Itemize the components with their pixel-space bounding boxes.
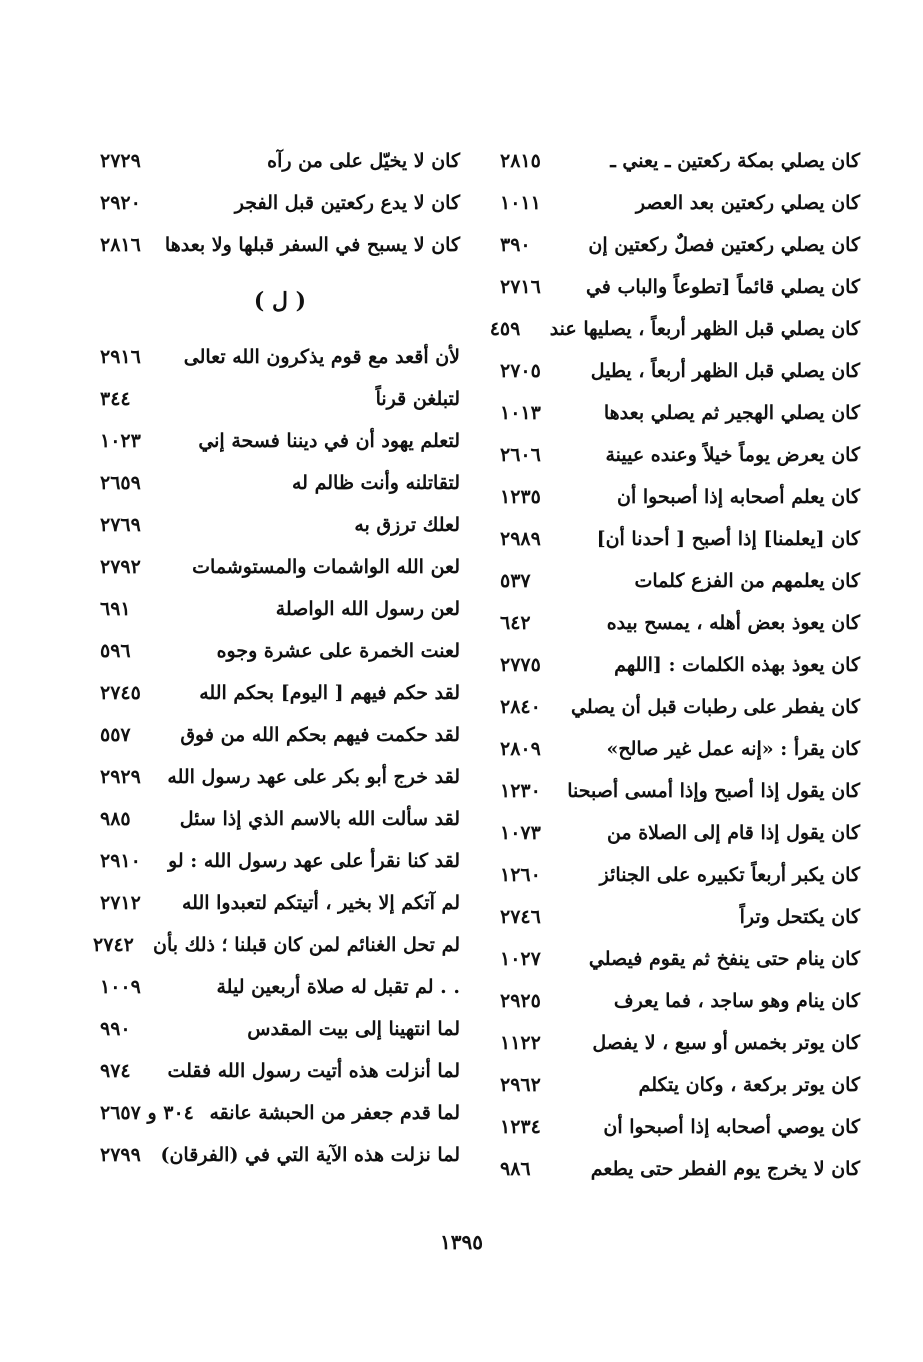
entry-text: كان لا يخرج يوم الفطر حتى يطعم bbox=[590, 1158, 860, 1180]
entry-text: لعن الله الواشمات والمستوشمات bbox=[192, 556, 460, 578]
index-entry bbox=[500, 224, 860, 266]
index-entry bbox=[500, 602, 860, 644]
left-column bbox=[93, 140, 460, 1176]
entry-number: ١٢٣٥ bbox=[500, 486, 541, 508]
index-entry bbox=[500, 1022, 860, 1064]
entry-text: لتبلغن قرناً bbox=[375, 388, 460, 410]
page-number: ١٣٩٥ bbox=[440, 1230, 483, 1254]
entry-text: كان ينام وهو ساجد ، فما يعرف bbox=[613, 990, 860, 1012]
index-entry bbox=[500, 140, 860, 182]
entry-text: لقد حكم فيهم [ اليوم] بحكم الله bbox=[199, 682, 460, 704]
index-entry bbox=[100, 336, 460, 378]
index-entry bbox=[500, 686, 860, 728]
entry-number: ٢٧٢٩ bbox=[100, 150, 141, 172]
index-entry bbox=[500, 812, 860, 854]
index-entry bbox=[500, 896, 860, 938]
entry-text: كان يعوذ بهذه الكلمات : [اللهم bbox=[614, 654, 860, 676]
entry-text: كان يفطر على رطبات قبل أن يصلي bbox=[571, 696, 860, 718]
entry-text: كان يصلي الهجير ثم يصلي بعدها bbox=[603, 402, 860, 424]
entry-number: ٢٩١٦ bbox=[100, 346, 141, 368]
entry-number: ٢٧٤٥ bbox=[100, 682, 141, 704]
entry-text: كان ينام حتى ينفخ ثم يقوم فيصلي bbox=[588, 948, 860, 970]
entry-number: ٥٩٦ bbox=[100, 640, 131, 662]
entry-text: كان لا يدع ركعتين قبل الفجر bbox=[234, 192, 460, 214]
entry-number: ١٠٧٣ bbox=[500, 822, 541, 844]
index-entry bbox=[500, 1148, 860, 1190]
entry-number: ٢٦٥٩ bbox=[100, 472, 141, 494]
entry-text: لتعلم يهود أن في ديننا فسحة إني bbox=[198, 430, 460, 452]
entry-text: كان يعوذ بعض أهله ، يمسح بيده bbox=[606, 612, 860, 634]
index-entry bbox=[500, 728, 860, 770]
index-entry bbox=[500, 854, 860, 896]
entry-text: كان يصلي قبل الظهر أربعاً ، يطيل bbox=[590, 360, 860, 382]
entry-number: ٩٨٦ bbox=[500, 1158, 531, 1180]
index-entry bbox=[100, 966, 460, 1008]
index-entry bbox=[100, 1008, 460, 1050]
entry-number: ١٢٣٤ bbox=[500, 1116, 541, 1138]
index-entry bbox=[500, 434, 860, 476]
entry-text: لقد خرج أبو بكر على عهد رسول الله bbox=[167, 766, 460, 788]
entry-text: كان يعلمهم من الفزع كلمات bbox=[634, 570, 860, 592]
index-entry bbox=[500, 476, 860, 518]
entry-text: كان لا يسبح في السفر قبلها ولا بعدها bbox=[164, 234, 460, 256]
entry-text: لقد حكمت فيهم بحكم الله من فوق bbox=[180, 724, 460, 746]
entry-number: ٩٩٠ bbox=[100, 1018, 131, 1040]
entry-text: كان يعرض يوماً خيلاً وعنده عيينة bbox=[605, 444, 860, 466]
entry-text: كان يصلي قائماً [تطوعاً والباب في bbox=[585, 276, 860, 298]
index-entry bbox=[500, 560, 860, 602]
index-entry bbox=[100, 882, 460, 924]
entry-text: كان يقول إذا أصبح وإذا أمسى أصبحنا bbox=[567, 780, 860, 802]
entry-number: ٢٧٩٢ bbox=[100, 556, 141, 578]
entry-number: ٤٥٩ bbox=[489, 318, 521, 340]
index-entry bbox=[100, 182, 460, 224]
entry-text: كان يكتحل وتراً bbox=[739, 906, 860, 928]
entry-number: ٩٨٥ bbox=[100, 808, 131, 830]
index-entry bbox=[500, 980, 860, 1022]
index-entry bbox=[100, 1092, 460, 1134]
entry-number: ٢٨٤٠ bbox=[500, 696, 541, 718]
index-entry bbox=[500, 938, 860, 980]
entry-text: كان يوتر بخمس أو سبع ، لا يفصل bbox=[592, 1032, 860, 1054]
index-entry bbox=[93, 924, 460, 966]
entry-number: ١٠٠٩ bbox=[100, 976, 141, 998]
index-entry bbox=[100, 420, 460, 462]
entry-number: ٢٨١٦ bbox=[100, 234, 141, 256]
entry-number: ١٠١٣ bbox=[500, 402, 541, 424]
entry-number: ٢٨١٥ bbox=[500, 150, 541, 172]
entry-number: ٦٩١ bbox=[100, 598, 131, 620]
entry-number: ٢٩٦٢ bbox=[500, 1074, 541, 1096]
index-entry bbox=[100, 672, 460, 714]
entry-text: كان يصلي بمكة ركعتين ـ يعني ـ bbox=[610, 150, 860, 172]
index-entry bbox=[100, 714, 460, 756]
entry-number: ٢٧١٢ bbox=[100, 892, 141, 914]
entry-number: ٩٧٤ bbox=[100, 1060, 131, 1082]
entry-number: ٢٧٩٩ bbox=[100, 1144, 141, 1166]
entry-text: لم آتكم إلا بخير ، أتيتكم لتعبدوا الله bbox=[181, 892, 460, 914]
entry-number: ٥٣٧ bbox=[500, 570, 531, 592]
entry-text: كان يصلي ركعتين فصلٌ ركعتين إن bbox=[588, 234, 860, 256]
entry-text: لقد كنا نقرأ على عهد رسول الله : لو bbox=[168, 850, 460, 872]
entry-text: لأن أقعد مع قوم يذكرون الله تعالى bbox=[183, 346, 460, 368]
entry-number: ١٢٣٠ bbox=[500, 780, 541, 802]
entry-text: . . لم تقبل له صلاة أربعين ليلة bbox=[216, 976, 460, 998]
entry-text: كان يقرأ : «إنه عمل غير صالح» bbox=[606, 738, 860, 760]
index-entry bbox=[500, 350, 860, 392]
index-entry bbox=[100, 630, 460, 672]
entry-text: كان [يعلمنا] إذا أصبح [ أحدنا أن] bbox=[596, 528, 860, 550]
index-entry bbox=[100, 140, 460, 182]
index-entry bbox=[500, 1064, 860, 1106]
entry-text: كان لا يخيّل على من رآه bbox=[267, 150, 460, 172]
index-entry bbox=[100, 546, 460, 588]
entry-number: ٢٩١٠ bbox=[100, 850, 141, 872]
right-column bbox=[489, 140, 860, 1190]
entry-text: لما انتهينا إلى بيت المقدس bbox=[247, 1018, 460, 1040]
entry-number: ٢٧٦٩ bbox=[100, 514, 141, 536]
entry-number: ٣٩٠ bbox=[500, 234, 531, 256]
entry-number: ٢٩٢٥ bbox=[500, 990, 541, 1012]
index-entry bbox=[100, 588, 460, 630]
entry-text: لم تحل الغنائم لمن كان قبلنا ؛ ذلك بأن bbox=[153, 934, 460, 956]
entry-number: ٥٥٧ bbox=[100, 724, 131, 746]
entry-number: ٣٤٤ bbox=[100, 388, 131, 410]
entry-text: كان يقول إذا قام إلى الصلاة من bbox=[606, 822, 860, 844]
entry-number: ٢٩٨٩ bbox=[500, 528, 541, 550]
entry-number: ٦٤٢ bbox=[500, 612, 531, 634]
index-entry bbox=[100, 798, 460, 840]
entry-text: كان يوتر بركعة ، وكان يتكلم bbox=[638, 1074, 860, 1096]
entry-text: كان يصلي قبل الظهر أربعاً ، يصليها عند bbox=[549, 318, 860, 340]
entry-text: لعلك ترزق به bbox=[354, 514, 460, 536]
index-entry bbox=[500, 182, 860, 224]
entry-number: ٢٧٠٥ bbox=[500, 360, 541, 382]
entry-text: لعن رسول الله الواصلة bbox=[275, 598, 460, 620]
section-heading: ( ل ) bbox=[253, 288, 307, 314]
entry-text: لما نزلت هذه الآية التي في (الفرقان) bbox=[160, 1144, 460, 1166]
index-entry bbox=[500, 770, 860, 812]
entry-number: ٢٧٧٥ bbox=[500, 654, 541, 676]
index-entry bbox=[489, 308, 860, 350]
entry-text: لعنت الخمرة على عشرة وجوه bbox=[216, 640, 460, 662]
entry-text: كان يعلم أصحابه إذا أصبحوا أن bbox=[617, 486, 860, 508]
entry-number: ٢٩٢٠ bbox=[100, 192, 141, 214]
entry-text: لتقاتلنه وأنت ظالم له bbox=[292, 472, 460, 494]
index-entry bbox=[500, 266, 860, 308]
entry-text: لما قدم جعفر من الحبشة عانقه bbox=[209, 1102, 460, 1124]
index-entry bbox=[100, 840, 460, 882]
index-entry bbox=[100, 1050, 460, 1092]
index-entry bbox=[500, 392, 860, 434]
index-entry bbox=[500, 644, 860, 686]
index-entry bbox=[500, 1106, 860, 1148]
entry-number: ٢٦٠٦ bbox=[500, 444, 541, 466]
entry-text: كان يكبر أربعاً تكبيره على الجنائز bbox=[599, 864, 860, 886]
entry-number: ١٠١١ bbox=[500, 192, 541, 214]
index-entry bbox=[100, 756, 460, 798]
entry-number: ٢٨٠٩ bbox=[500, 738, 541, 760]
left-bottom-entries bbox=[93, 336, 460, 1176]
entry-number: ١٠٢٧ bbox=[500, 948, 541, 970]
entry-number: ١٠٢٣ bbox=[100, 430, 141, 452]
entry-text: كان يصلي ركعتين بعد العصر bbox=[635, 192, 860, 214]
index-entry bbox=[500, 518, 860, 560]
index-entry bbox=[100, 378, 460, 420]
entry-text: لقد سألت الله بالاسم الذي إذا سئل bbox=[179, 808, 460, 830]
index-entry bbox=[100, 1134, 460, 1176]
entry-text: لما أنزلت هذه أتيت رسول الله فقلت bbox=[167, 1060, 460, 1082]
index-entry bbox=[100, 462, 460, 504]
entry-number: ٣٠٤ و ٢٦٥٧ bbox=[100, 1102, 194, 1124]
entry-number: ٢٧٤٢ bbox=[93, 934, 134, 956]
entry-number: ١٢٦٠ bbox=[500, 864, 541, 886]
entry-text: كان يوصي أصحابه إذا أصبحوا أن bbox=[603, 1116, 860, 1138]
entry-number: ٢٧١٦ bbox=[500, 276, 541, 298]
index-entry bbox=[100, 504, 460, 546]
index-entry bbox=[100, 224, 460, 266]
entry-number: ١١٢٢ bbox=[500, 1032, 541, 1054]
entry-number: ٢٧٤٦ bbox=[500, 906, 541, 928]
left-top-entries bbox=[100, 140, 460, 266]
entry-number: ٢٩٢٩ bbox=[100, 766, 141, 788]
